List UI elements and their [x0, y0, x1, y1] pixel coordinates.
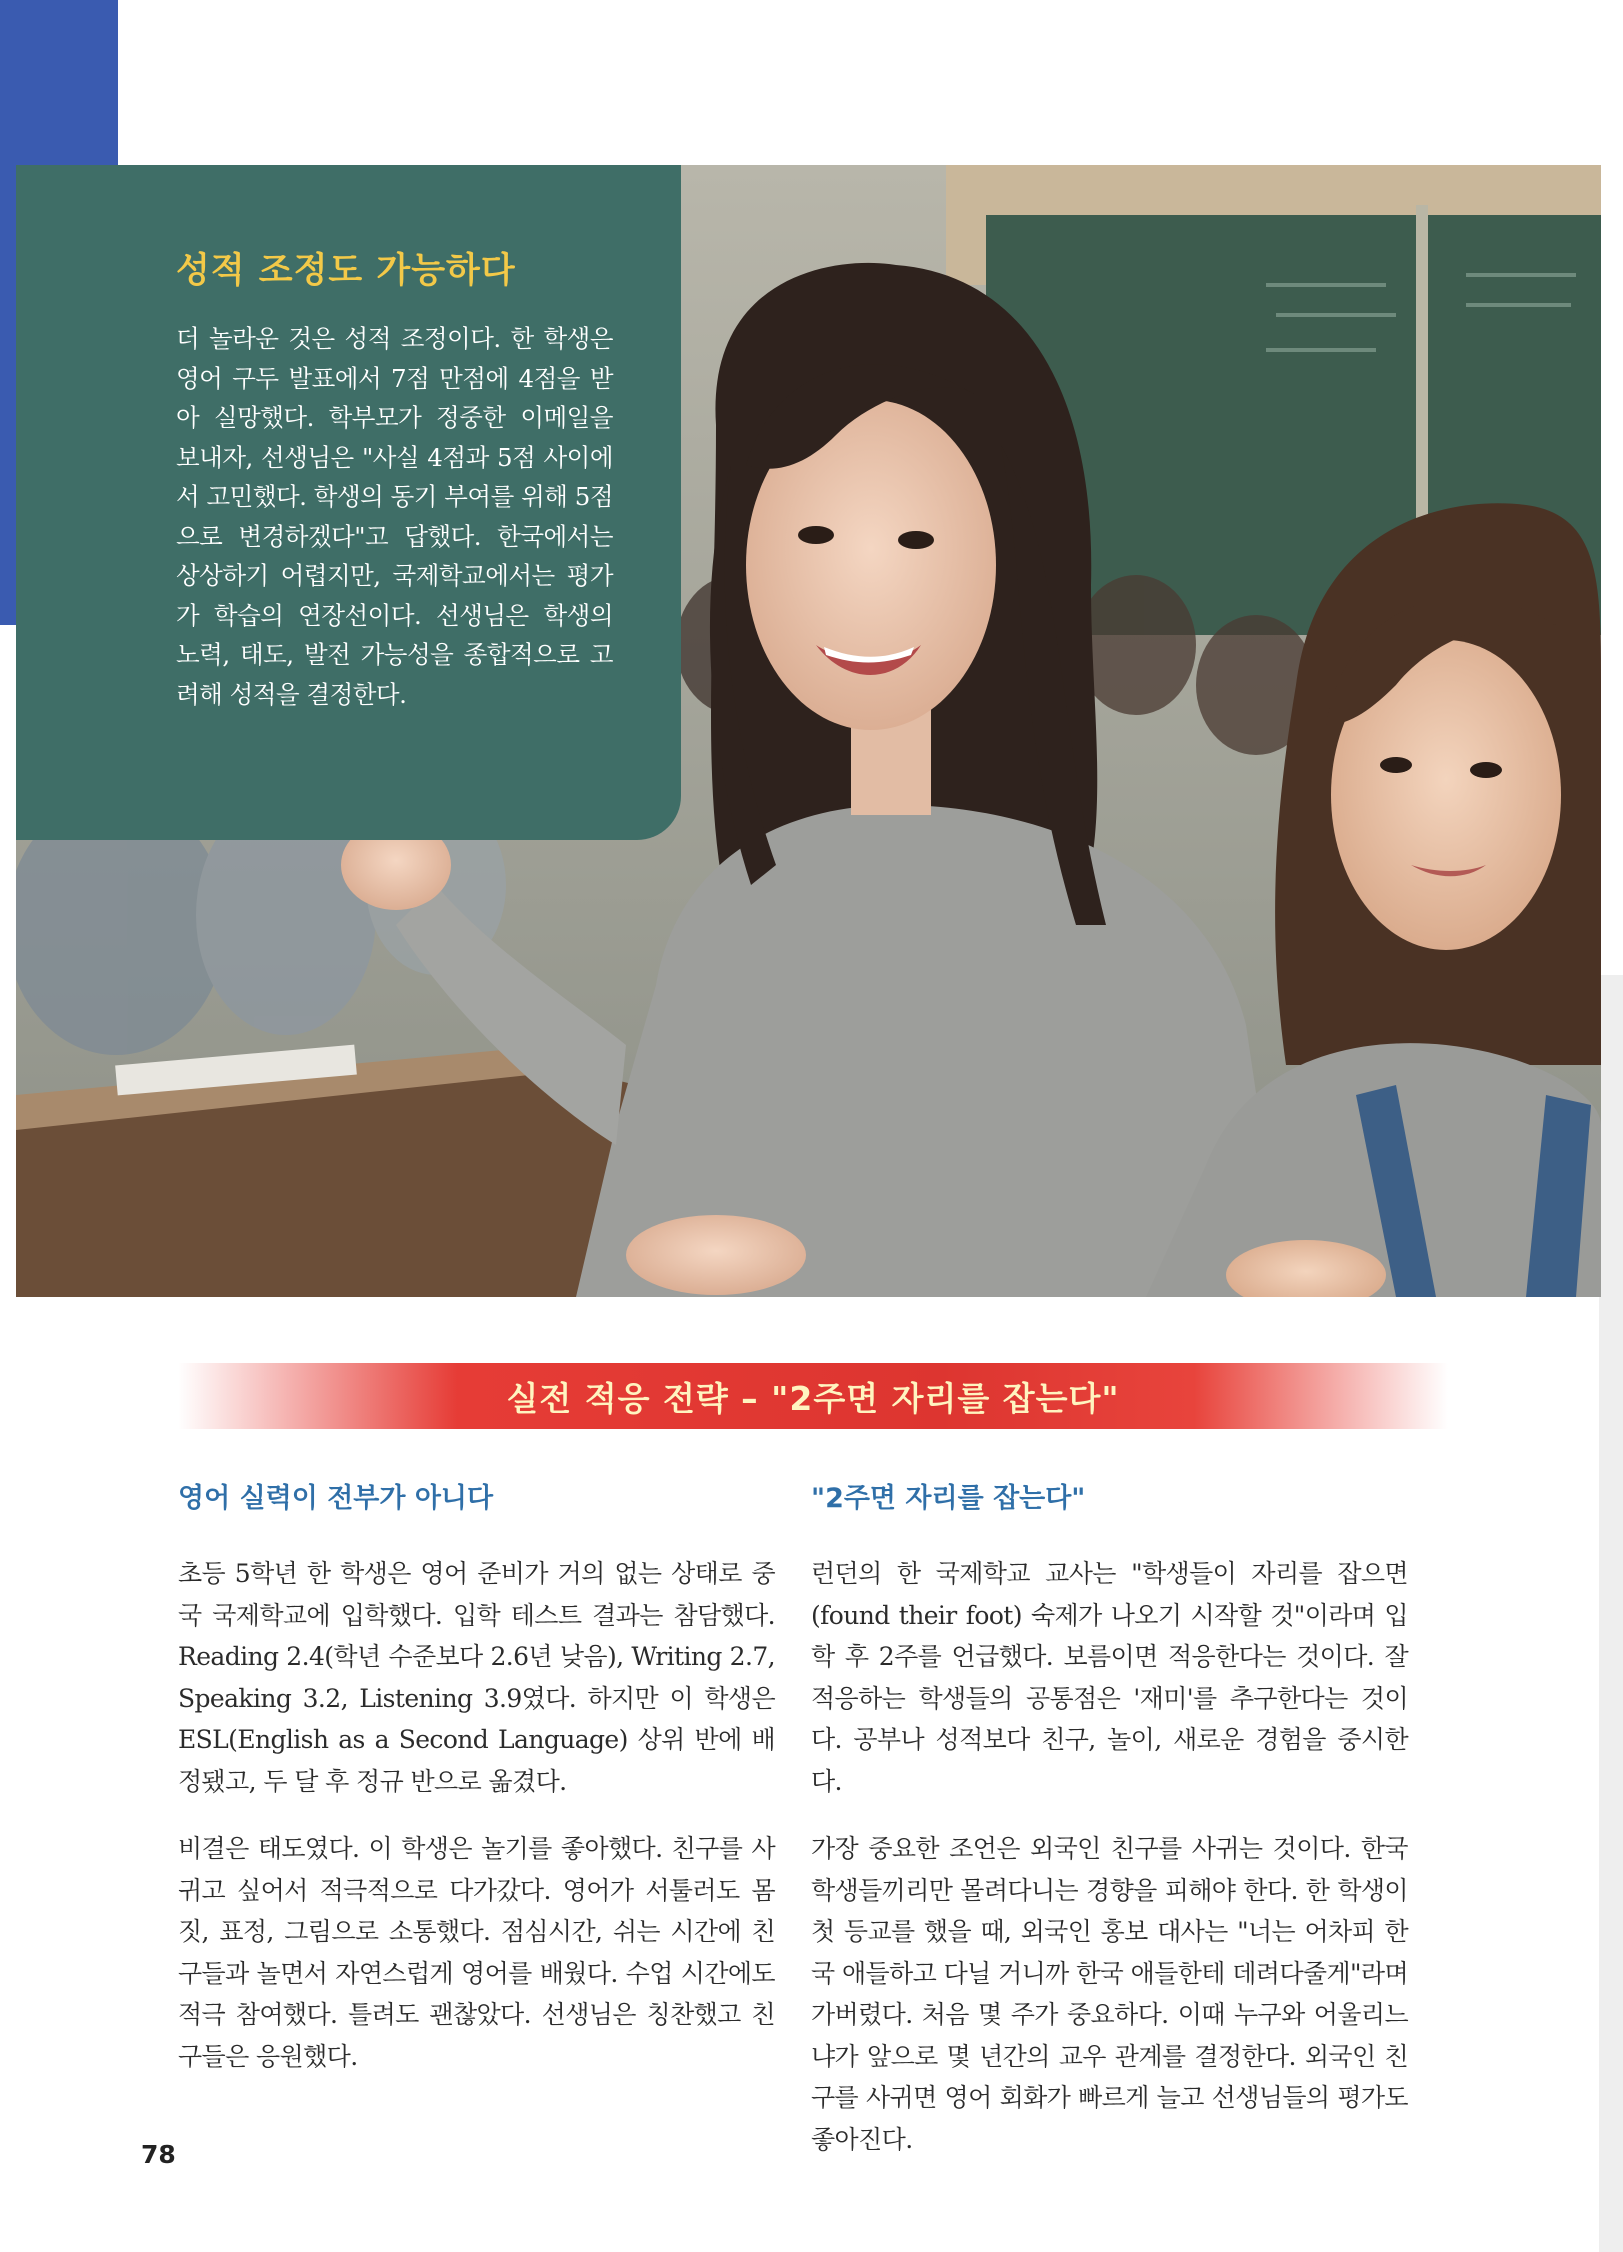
section-banner	[178, 1363, 1448, 1429]
right-column-heading: "2주면 자리를 잡는다"	[811, 1483, 1086, 1514]
page-number: 78	[141, 2140, 176, 2169]
right-paragraph-1: 런던의 한 국제학교 교사는 "학생들이 자리를 잡으면(found their foot) 숙제가 나오기 시작할 것"이라며 입학 후 2주를 언급했다. 보름이면 적응한다는 것이다. 잘 적응하는 학생들의 공통점은 '재미'를 추구한다는 것이다. 공부나 성적보다 친구, 놀이, 새로운 경험을 중시한다.	[811, 1559, 1408, 1796]
right-paragraph-2: 가장 중요한 조언은 외국인 친구를 사귀는 것이다. 한국 학생들끼리만 몰려다니는 경향을 피해야 한다. 한 학생이 첫 등교를 했을 때, 외국인 홍보 대사는 "너는 어차피 한국 애들하고 다닐 거니까 한국 애들한테 데려다줄게"라며 가버렸다. 처음 몇 주가 중요하다. 이때 누구와 어울리느냐가 앞으로 몇 년간의 교우 관계를 결정한다. 외국인 친구를 사귀면 영어 회화가 빠르게 늘고 선생님들의 평가도 좋아진다.	[811, 1834, 1408, 2154]
left-paragraph-1: 초등 5학년 한 학생은 영어 준비가 거의 없는 상태로 중국 국제학교에 입학했다. 입학 테스트 결과는 참담했다. Reading 2.4(학년 수준보다 2.6년 낮음), Writing 2.7, Speaking 3.2, Listening 3.9였다. 하지만 이 학생은 ESL(English as a Second Language) 상위 반에 배정됐고, 두 달 후 정규 반으로 옮겼다.	[178, 1559, 775, 1796]
page-edge-strip	[1599, 975, 1623, 2252]
left-column	[178, 1476, 775, 2103]
callout-title: 성적 조정도 가능하다	[176, 251, 516, 291]
callout-box	[16, 165, 681, 840]
left-column-heading: 영어 실력이 전부가 아니다	[178, 1483, 494, 1514]
callout-body: 더 놀라운 것은 성적 조정이다. 한 학생은 영어 구두 발표에서 7점 만점에 4점을 받아 실망했다. 학부모가 정중한 이메일을 보내자, 선생님은 "사실 4점과 5점 사이에서 고민했다. 학생의 동기 부여를 위해 5점으로 변경하겠다"고 답했다. 한국에서는 상상하기 어렵지만, 국제학교에서는 평가가 학습의 연장선이다. 선생님은 학생의 노력, 태도, 발전 가능성을 종합적으로 고려해 성적을 결정한다.	[176, 324, 613, 709]
section-banner-title: 실전 적응 전략 – "2주면 자리를 잡는다"	[506, 1378, 1120, 1418]
right-column	[811, 1476, 1408, 2186]
left-paragraph-2: 비결은 태도였다. 이 학생은 놀기를 좋아했다. 친구를 사귀고 싶어서 적극적으로 다가갔다. 영어가 서툴러도 몸짓, 표정, 그림으로 소통했다. 점심시간, 쉬는 시간에 친구들과 놀면서 자연스럽게 영어를 배웠다. 수업 시간에도 적극 참여했다. 틀려도 괜찮았다. 선생님은 칭찬했고 친구들은 응원했다.	[178, 1834, 775, 2071]
